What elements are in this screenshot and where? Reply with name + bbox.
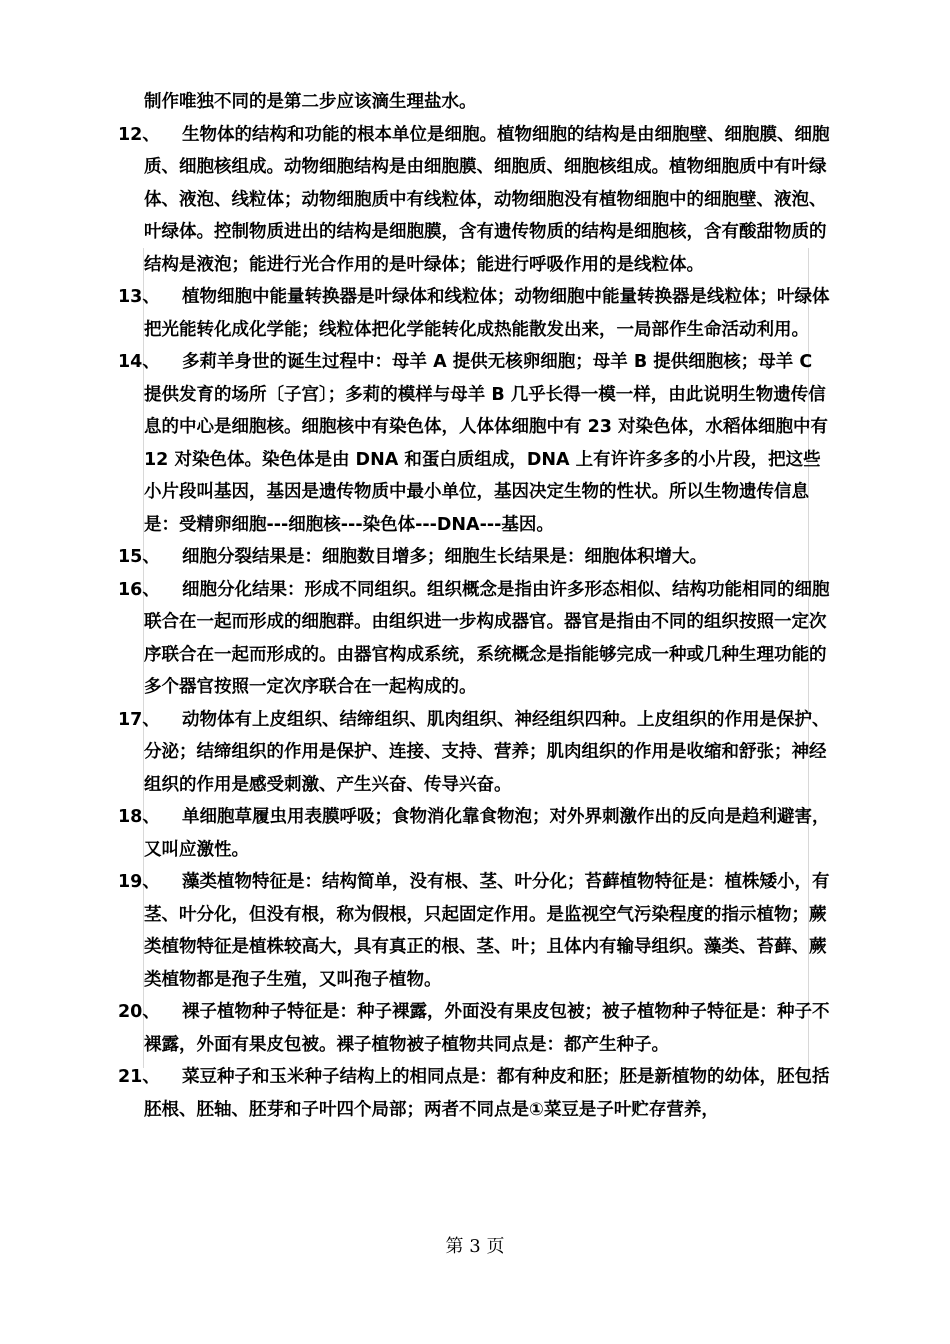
- list-item: [118, 86, 834, 119]
- list-item: [118, 346, 834, 541]
- list-item: [118, 801, 834, 866]
- item-text: 裸子植物种子特征是：种子裸露，外面没有果皮包被；被子植物种子特征是：种子不裸露，外面有果皮包被。裸子植物被子植物共同点是：都产生种子。: [144, 1002, 830, 1055]
- item-text: 菜豆种子和玉米种子结构上的相同点是：都有种皮和胚；胚是新植物的幼体，胚包括胚根、胚轴、胚芽和子叶四个局部；两者不同点是①菜豆是子叶贮存营养，: [144, 1067, 830, 1120]
- item-number: 15、: [118, 547, 160, 567]
- document-body: [118, 86, 834, 1126]
- item-number: 17、: [118, 709, 160, 730]
- item-text: 动物体有上皮组织、结缔组织、肌肉组织、神经组织四种。上皮组织的作用是保护、分泌；结缔组织的作用是保护、连接、支持、营养；肌肉组织的作用是收缩和舒张；神经组织的作用是感受刺激、产生兴奋、传导兴奋。: [144, 709, 830, 795]
- item-number: 13、: [118, 287, 160, 307]
- list-item: [118, 1061, 834, 1126]
- item-text: 细胞分化结果：形成不同组织。组织概念是指由许多形态相似、结构功能相同的细胞联合在一起而形成的细胞群。由组织进一步构成器官。器官是指由不同的组织按照一定次序联合在一起而形成的。由器官构成系统，系统概念是指能够完成一种或几种生理功能的多个器官按照一定次序联合在一起构成的。: [144, 579, 830, 697]
- list-item: [118, 281, 834, 346]
- item-text: 单细胞草履虫用表膜呼吸；食物消化靠食物泡；对外界刺激作出的反向是趋利避害，又叫应激性。: [144, 807, 830, 860]
- item-text: 藻类植物特征是：结构简单，没有根、茎、叶分化；苔藓植物特征是：植株矮小，有茎、叶分化，但没有根，称为假根，只起固定作用。是监视空气污染程度的指示植物；蕨类植物特征是植株较高大，具有真正的根、茎、叶；且体内有输导组织。藻类、苔藓、蕨类植物都是孢子生殖，又叫孢子植物。: [144, 872, 830, 990]
- item-number: 16、: [118, 579, 160, 600]
- item-number: 21、: [118, 1067, 160, 1087]
- item-text: 生物体的结构和功能的根本单位是细胞。植物细胞的结构是由细胞壁、细胞膜、细胞质、细胞核组成。动物细胞结构是由细胞膜、细胞质、细胞核组成。植物细胞质中有叶绿体、液泡、线粒体；动物细胞质中有线粒体，动物细胞没有植物细胞中的细胞壁、液泡、叶绿体。控制物质进出的结构是细胞膜，含有遗传物质的结构是细胞核，含有酸甜物质的结构是液泡；能进行光合作用的是叶绿体；能进行呼吸作用的是线粒体。: [144, 124, 830, 275]
- item-text: 制作唯独不同的是第二步应该滴生理盐水。: [144, 92, 477, 112]
- item-text: 多莉羊身世的诞生过程中：母羊 A 提供无核卵细胞；母羊 B 提供细胞核；母羊 C 提供发育的场所〔子宫〕；多莉的模样与母羊 B 几乎长得一模一样，由此说明生物遗传信息的中心是细胞核。细胞核中有染色体，人体体细胞中有 23 对染色体，水稻体细胞中有 12 对染色体。染色体是由 DNA 和蛋白质组成，DNA 上有许许多多的小片段，把这些小片段叫基因，基因是遗传物质中最小单位，基因决定生物的性状。所以生物遗传信息是：受精卵细胞---细胞核---染色体---DNA---基因。: [144, 352, 829, 535]
- list-item: [118, 996, 834, 1061]
- list-item: [118, 866, 834, 996]
- list-item: [118, 704, 834, 802]
- item-number: 18、: [118, 807, 160, 827]
- list-item: [118, 574, 834, 704]
- list-item: [118, 541, 834, 574]
- item-number: 19、: [118, 872, 160, 892]
- item-number: 14、: [118, 352, 160, 372]
- item-number: 12、: [118, 124, 160, 145]
- list-item: [118, 119, 834, 282]
- item-number: 20、: [118, 1002, 160, 1022]
- page-number: 第 3 页: [445, 1236, 505, 1257]
- item-text: 细胞分裂结果是：细胞数目增多；细胞生长结果是：细胞体积增大。: [182, 547, 707, 567]
- item-text: 植物细胞中能量转换器是叶绿体和线粒体；动物细胞中能量转换器是线粒体；叶绿体把光能转化成化学能；线粒体把化学能转化成热能散发出来，一局部作生命活动利用。: [144, 287, 830, 340]
